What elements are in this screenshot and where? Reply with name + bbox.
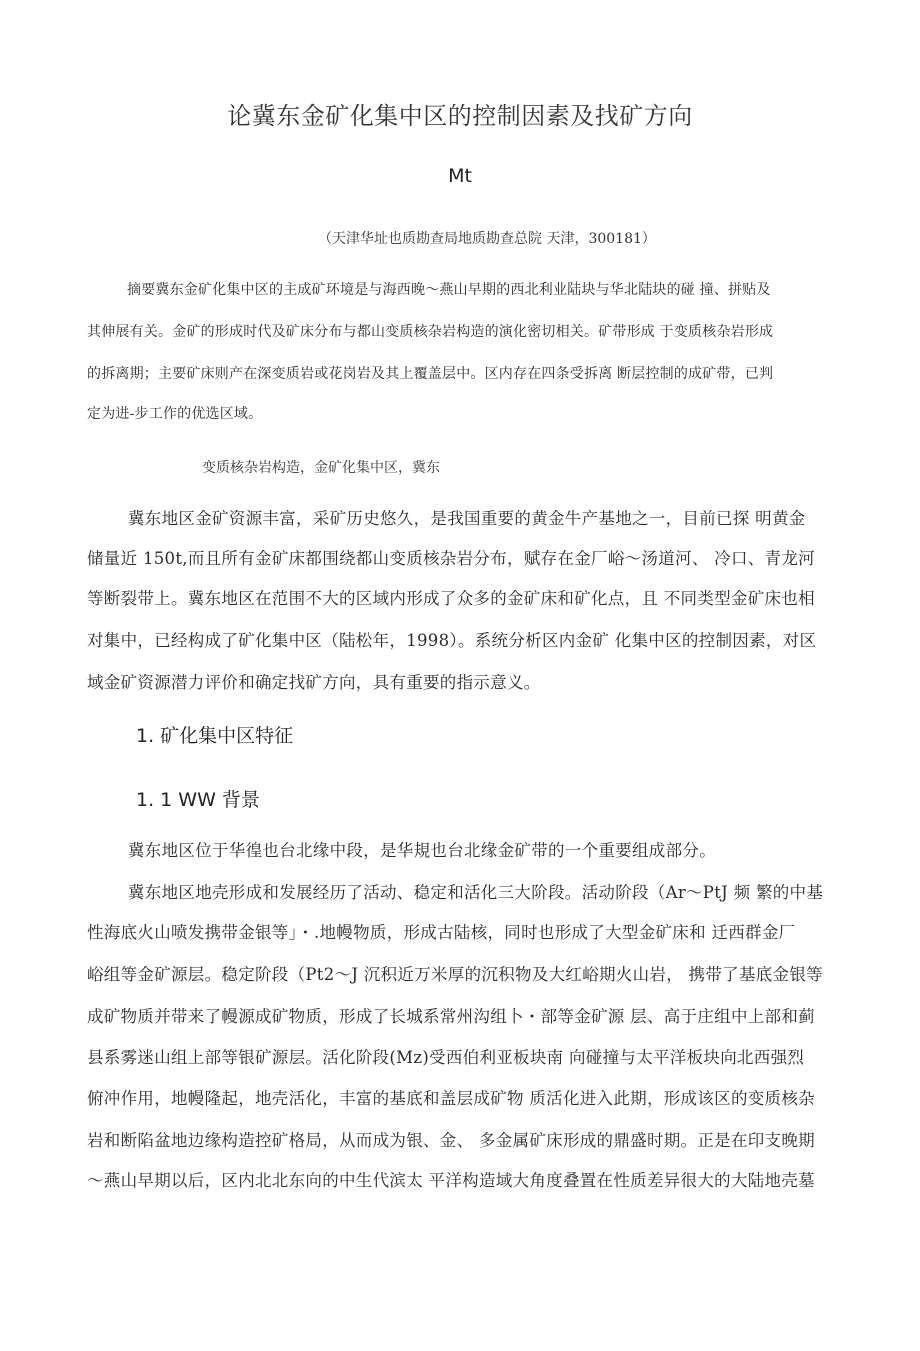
section-paragraph-line: 峪组等金矿源层。稳定阶段（Pt2～J 沉积近万米厚的沉积物及大红峪期火山岩， 携带了基底金银等 xyxy=(87,965,823,984)
section-paragraph-line: 岩和断陷盆地边缘构造控矿格局，从而成为银、金、 多金属矿床形成的鼎盛时期。正是在印支晚期 xyxy=(87,1131,815,1150)
intro-line: 域金矿资源潜力评价和确定找矿方向，具有重要的指示意义。 xyxy=(87,673,541,692)
section-heading-1: 1. 矿化集中区特征 xyxy=(136,725,294,747)
section-paragraph-line: 性海底火山喷发携带金银等」・.地幔物质，形成古陆核，同时也形成了大型金矿床和 迁西群金厂 xyxy=(87,923,796,942)
keywords: 变质核杂岩构造，金矿化集中区，冀东 xyxy=(202,460,440,476)
abstract-line: 摘要冀东金矿化集中区的主成矿环境是与海西晚～燕山早期的西北利业陆块与华北陆块的碰 撞、拼贴及 xyxy=(127,282,771,298)
section-paragraph: 冀东地区位于华徨也台北缘中段，是华規也台北缘金矿带的一个重要组成部分。 xyxy=(128,841,716,860)
author-affiliation: （天津华址也质勘查局地质勘查总院 天津，300181） xyxy=(318,231,656,247)
intro-line: 等断裂带上。冀东地区在范围不大的区域内形成了众多的金矿床和矿化点，且 不同类型金矿床也相 xyxy=(87,589,815,608)
section-paragraph-line: ～燕山早期以后，区内北北东向的中生代滨太 平洋构造域大角度叠置在性质差异很大的大陆地壳墓 xyxy=(87,1171,815,1190)
abstract-line: 定为进-步工作的优选区域。 xyxy=(87,406,263,422)
intro-line: 对集中，已经构成了矿化集中区（陆松年，1998）。系统分析区内金矿 化集中区的控制因素，对区 xyxy=(87,631,817,650)
document-author: Mt xyxy=(448,165,472,187)
section-paragraph-line: 俯冲作用，地幔隆起，地壳活化，丰富的基底和盖层成矿物 质活化进入此期，形成该区的变质核杂 xyxy=(87,1089,815,1108)
document-title: 论冀东金矿化集中区的控制因素及找矿方向 xyxy=(227,102,693,130)
section-paragraph-line: 成矿物质并带来了幔源成矿物质，形成了长城系常州沟组卜・部等金矿源 层、高于庄组中上部和蓟 xyxy=(87,1007,815,1026)
abstract-line: 其伸展有关。金矿的形成时代及矿床分布与都山变质核杂岩构造的演化密切相关。矿带形成 于变质核杂岩形成 xyxy=(87,324,774,340)
abstract-line: 的拆离期；主要矿床则产在深变质岩或花岗岩及其上覆盖层中。区内存在四条受拆离 断层控制的成矿带，已判 xyxy=(87,366,774,382)
intro-line: 储量近 150t,而且所有金矿床都围绕都山变质核杂岩分布，赋存在金厂峪～汤道河、 冷口、青龙河 xyxy=(87,549,815,568)
section-heading-1-1: 1. 1 WW 背景 xyxy=(136,789,260,811)
section-paragraph-line: 县系雾迷山组上部等银矿源层。活化阶段(Mz)受西伯利亚板块南 向碰撞与太平洋板块向北西强烈 xyxy=(87,1048,805,1067)
intro-line: 冀东地区金矿资源丰富，采矿历史悠久，是我国重要的黄金牛产基地之一，目前已探 明黄金 xyxy=(128,509,806,528)
section-paragraph-line: 冀东地区地壳形成和发展经历了活动、稳定和活化三大阶段。活动阶段（Ar～PtJ 频 繁的中基 xyxy=(128,883,824,902)
